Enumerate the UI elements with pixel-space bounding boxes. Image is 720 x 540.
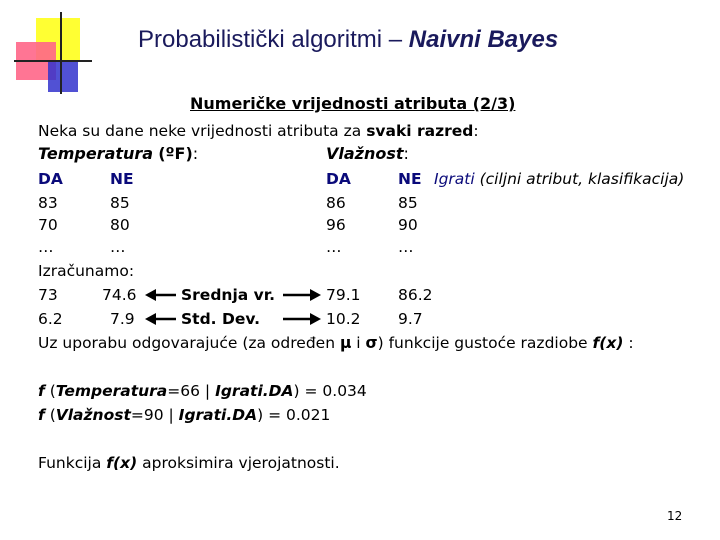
density-function-line: Uz uporabu odgovarajuće (za određen μ i σ) funkcije gustoće razdiobe f(x) : <box>38 334 634 352</box>
row-3-v-ne: … <box>398 238 414 256</box>
mean-v-da: 79.1 <box>326 286 361 304</box>
std-t-da: 6.2 <box>38 310 63 328</box>
izracunamo-label: Izračunamo: <box>38 262 135 280</box>
right-arrow-icon <box>283 289 321 301</box>
row-3-v-da: … <box>326 238 342 256</box>
mean-t-ne: 74.6 <box>102 286 137 304</box>
std-label: Std. Dev. <box>181 310 261 328</box>
page-number: 12 <box>667 509 683 523</box>
intro-line: Neka su dane neke vrijednosti atributa za svaki razred: <box>38 122 479 140</box>
left-arrow-icon <box>145 313 177 325</box>
row-3-t-ne: … <box>110 238 126 256</box>
std-t-ne: 7.9 <box>110 310 135 328</box>
deco-blue-square <box>48 62 78 92</box>
deco-vertical-line <box>60 12 62 94</box>
left-arrow-icon <box>145 289 177 301</box>
title-main: Probabilistički algoritmi – <box>138 26 403 53</box>
humidity-label: Vlažnost: <box>326 144 409 163</box>
mean-label: Srednja vr. <box>181 286 276 304</box>
header-da-temp: DA <box>38 170 63 188</box>
header-ne-hum: NE <box>398 170 422 188</box>
mean-t-da: 73 <box>38 286 58 304</box>
function-approximation-line: Funkcija f(x) aproksimira vjerojatnosti. <box>38 454 340 472</box>
row-3-t-da: … <box>38 238 54 256</box>
row-1-v-ne: 85 <box>398 194 418 212</box>
page-title <box>138 26 558 54</box>
header-ne-temp: NE <box>110 170 134 188</box>
row-1-t-ne: 85 <box>110 194 130 212</box>
std-v-ne: 9.7 <box>398 310 423 328</box>
deco-horizontal-line <box>14 60 92 62</box>
formula-temperature: f (Temperatura=66 | Igrati.DA) = 0.034 <box>38 382 367 400</box>
row-1-t-da: 83 <box>38 194 58 212</box>
header-da-hum: DA <box>326 170 351 188</box>
formula-humidity: f (Vlažnost=90 | Igrati.DA) = 0.021 <box>38 406 331 424</box>
mean-v-ne: 86.2 <box>398 286 433 304</box>
header-igrati: Igrati (ciljni atribut, klasifikacija) <box>434 170 685 188</box>
right-arrow-icon <box>283 313 321 325</box>
std-v-da: 10.2 <box>326 310 361 328</box>
temperature-label: Temperatura (ºF): <box>38 144 199 163</box>
row-1-v-da: 86 <box>326 194 346 212</box>
row-2-t-da: 70 <box>38 216 58 234</box>
title-emphasis: Naivni Bayes <box>408 26 559 53</box>
row-2-v-da: 96 <box>326 216 346 234</box>
subtitle: Numeričke vrijednosti atributa (2/3) <box>190 94 516 113</box>
row-2-v-ne: 90 <box>398 216 418 234</box>
row-2-t-ne: 80 <box>110 216 130 234</box>
